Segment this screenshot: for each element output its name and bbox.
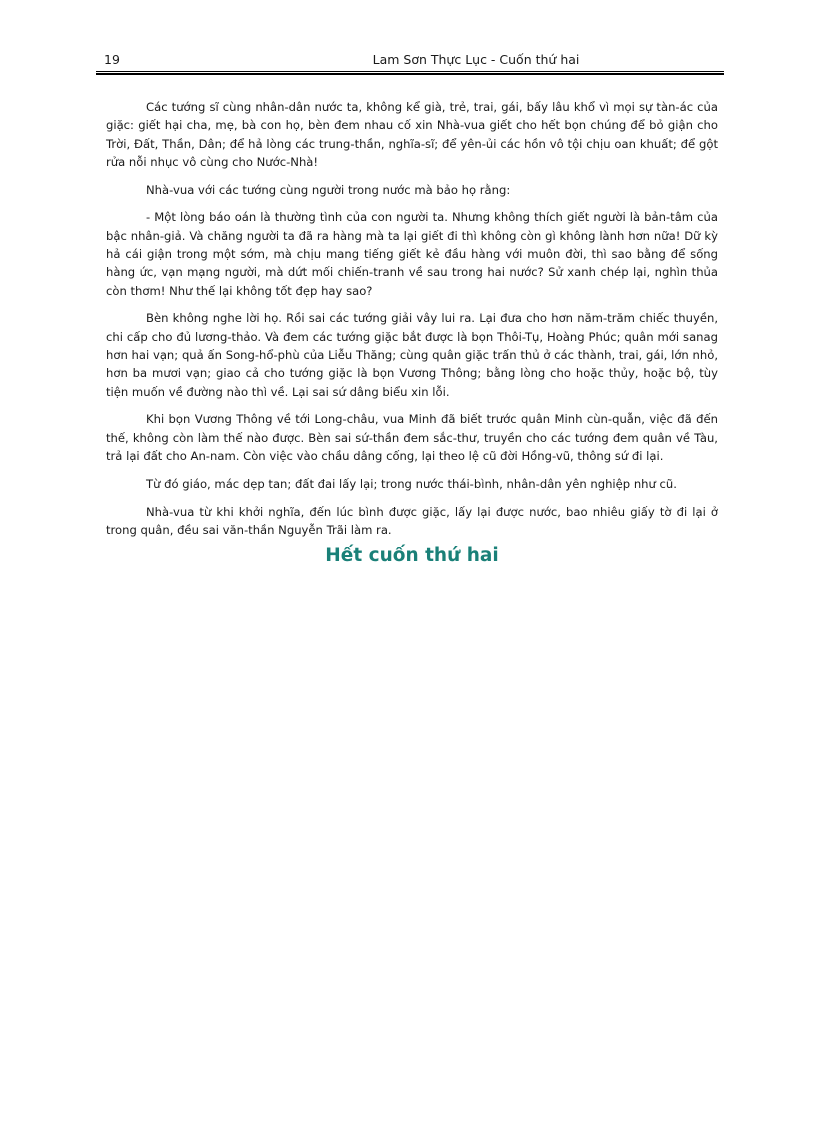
end-of-volume-title: Hết cuốn thứ hai	[325, 545, 499, 566]
paragraph: Bèn không nghe lời họ. Rồi sai các tướng giải vây lui ra. Lại đưa cho hơn năm-trăm chiếc thuyền, chi cấp cho đủ lương-thảo. Và đem các tướng giặc bắt được là bọn Thôi-Tụ, Hoàng Phúc; quân mới sanag hơn hai vạn; quả ấn Song-hổ-phù của Liễu Thăng; cùng quân giặc trấn thủ ở các thành, trai, gái, lớn nhỏ, hơn ba mươi vạn; giao cả cho tướng giặc là bọn Vương Thông; bằng lòng cho hoặc thủy, hoặc bộ, tùy tiện muốn về đường nào thì về. Lại sai sứ dâng biểu xin lỗi.	[106, 311, 718, 399]
paragraph: Các tướng sĩ cùng nhân-dân nước ta, không kể già, trẻ, trai, gái, bấy lâu khổ vì mọi sự tàn-ác của giặc: giết hại cha, mẹ, bà con họ, bèn đem nhau cố xin Nhà-vua giết cho hết bọn chúng để bỏ giận cho Trời, Đất, Thần, Dân; để hả lòng các trung-thần, nghĩa-sĩ; để yên-ủi các hồn vô tội chịu oan khuất; để gột rửa nỗi nhục vô cùng cho Nước-Nhà!	[106, 100, 718, 169]
header-rule-thick	[96, 73, 724, 75]
page-number: 19	[104, 52, 120, 67]
paragraph: Nhà-vua với các tướng cùng người trong nước mà bảo họ rằng:	[146, 182, 511, 197]
page-header	[96, 52, 724, 72]
paragraph: Từ đó giáo, mác dẹp tan; đất đai lấy lại; trong nước thái-bình, nhân-dân yên nghiệp như cũ.	[146, 476, 677, 491]
paragraph: Nhà-vua từ khi khởi nghĩa, đến lúc bình được giặc, lấy lại được nước, bao nhiêu giấy tờ đi lại ở trong quân, đều sai văn-thần Nguyễn Trãi làm ra.	[106, 504, 718, 537]
paragraph: - Một lòng báo oán là thường tình của con người ta. Nhưng không thích giết người là bản-tâm của bậc nhân-giả. Và chăng người ta đã ra hàng mà ta lại giết đi thì không còn gì không lành hơn nữa! Dữ kỳ hả cái giận trong một sớm, mà chịu mang tiếng giết kẻ đầu hàng với muôn đời, thì sao bằng để sống hàng ức, vạn mạng người, mà dứt mối chiến-tranh về sau trong hai nước? Sử xanh chép lại, nghìn thủa còn thơm! Như thế lại không tốt đẹp hay sao?	[106, 210, 718, 298]
body-text	[106, 98, 718, 549]
header-rule-thin	[96, 71, 724, 72]
running-title: Lam Sơn Thực Lục - Cuốn thứ hai	[372, 52, 580, 67]
paragraph: Khi bọn Vương Thông về tới Long-châu, vua Minh đã biết trước quân Minh cùn-quẫn, việc đã đến thế, không còn làm thế nào được. Bèn sai sứ-thần đem sắc-thư, truyền cho các tướng đem quân về Tàu, trả lại đất cho An-nam. Còn việc vào chầu dâng cống, lại theo lệ cũ đời Hồng-vũ, thông sứ đi lại.	[106, 412, 718, 464]
